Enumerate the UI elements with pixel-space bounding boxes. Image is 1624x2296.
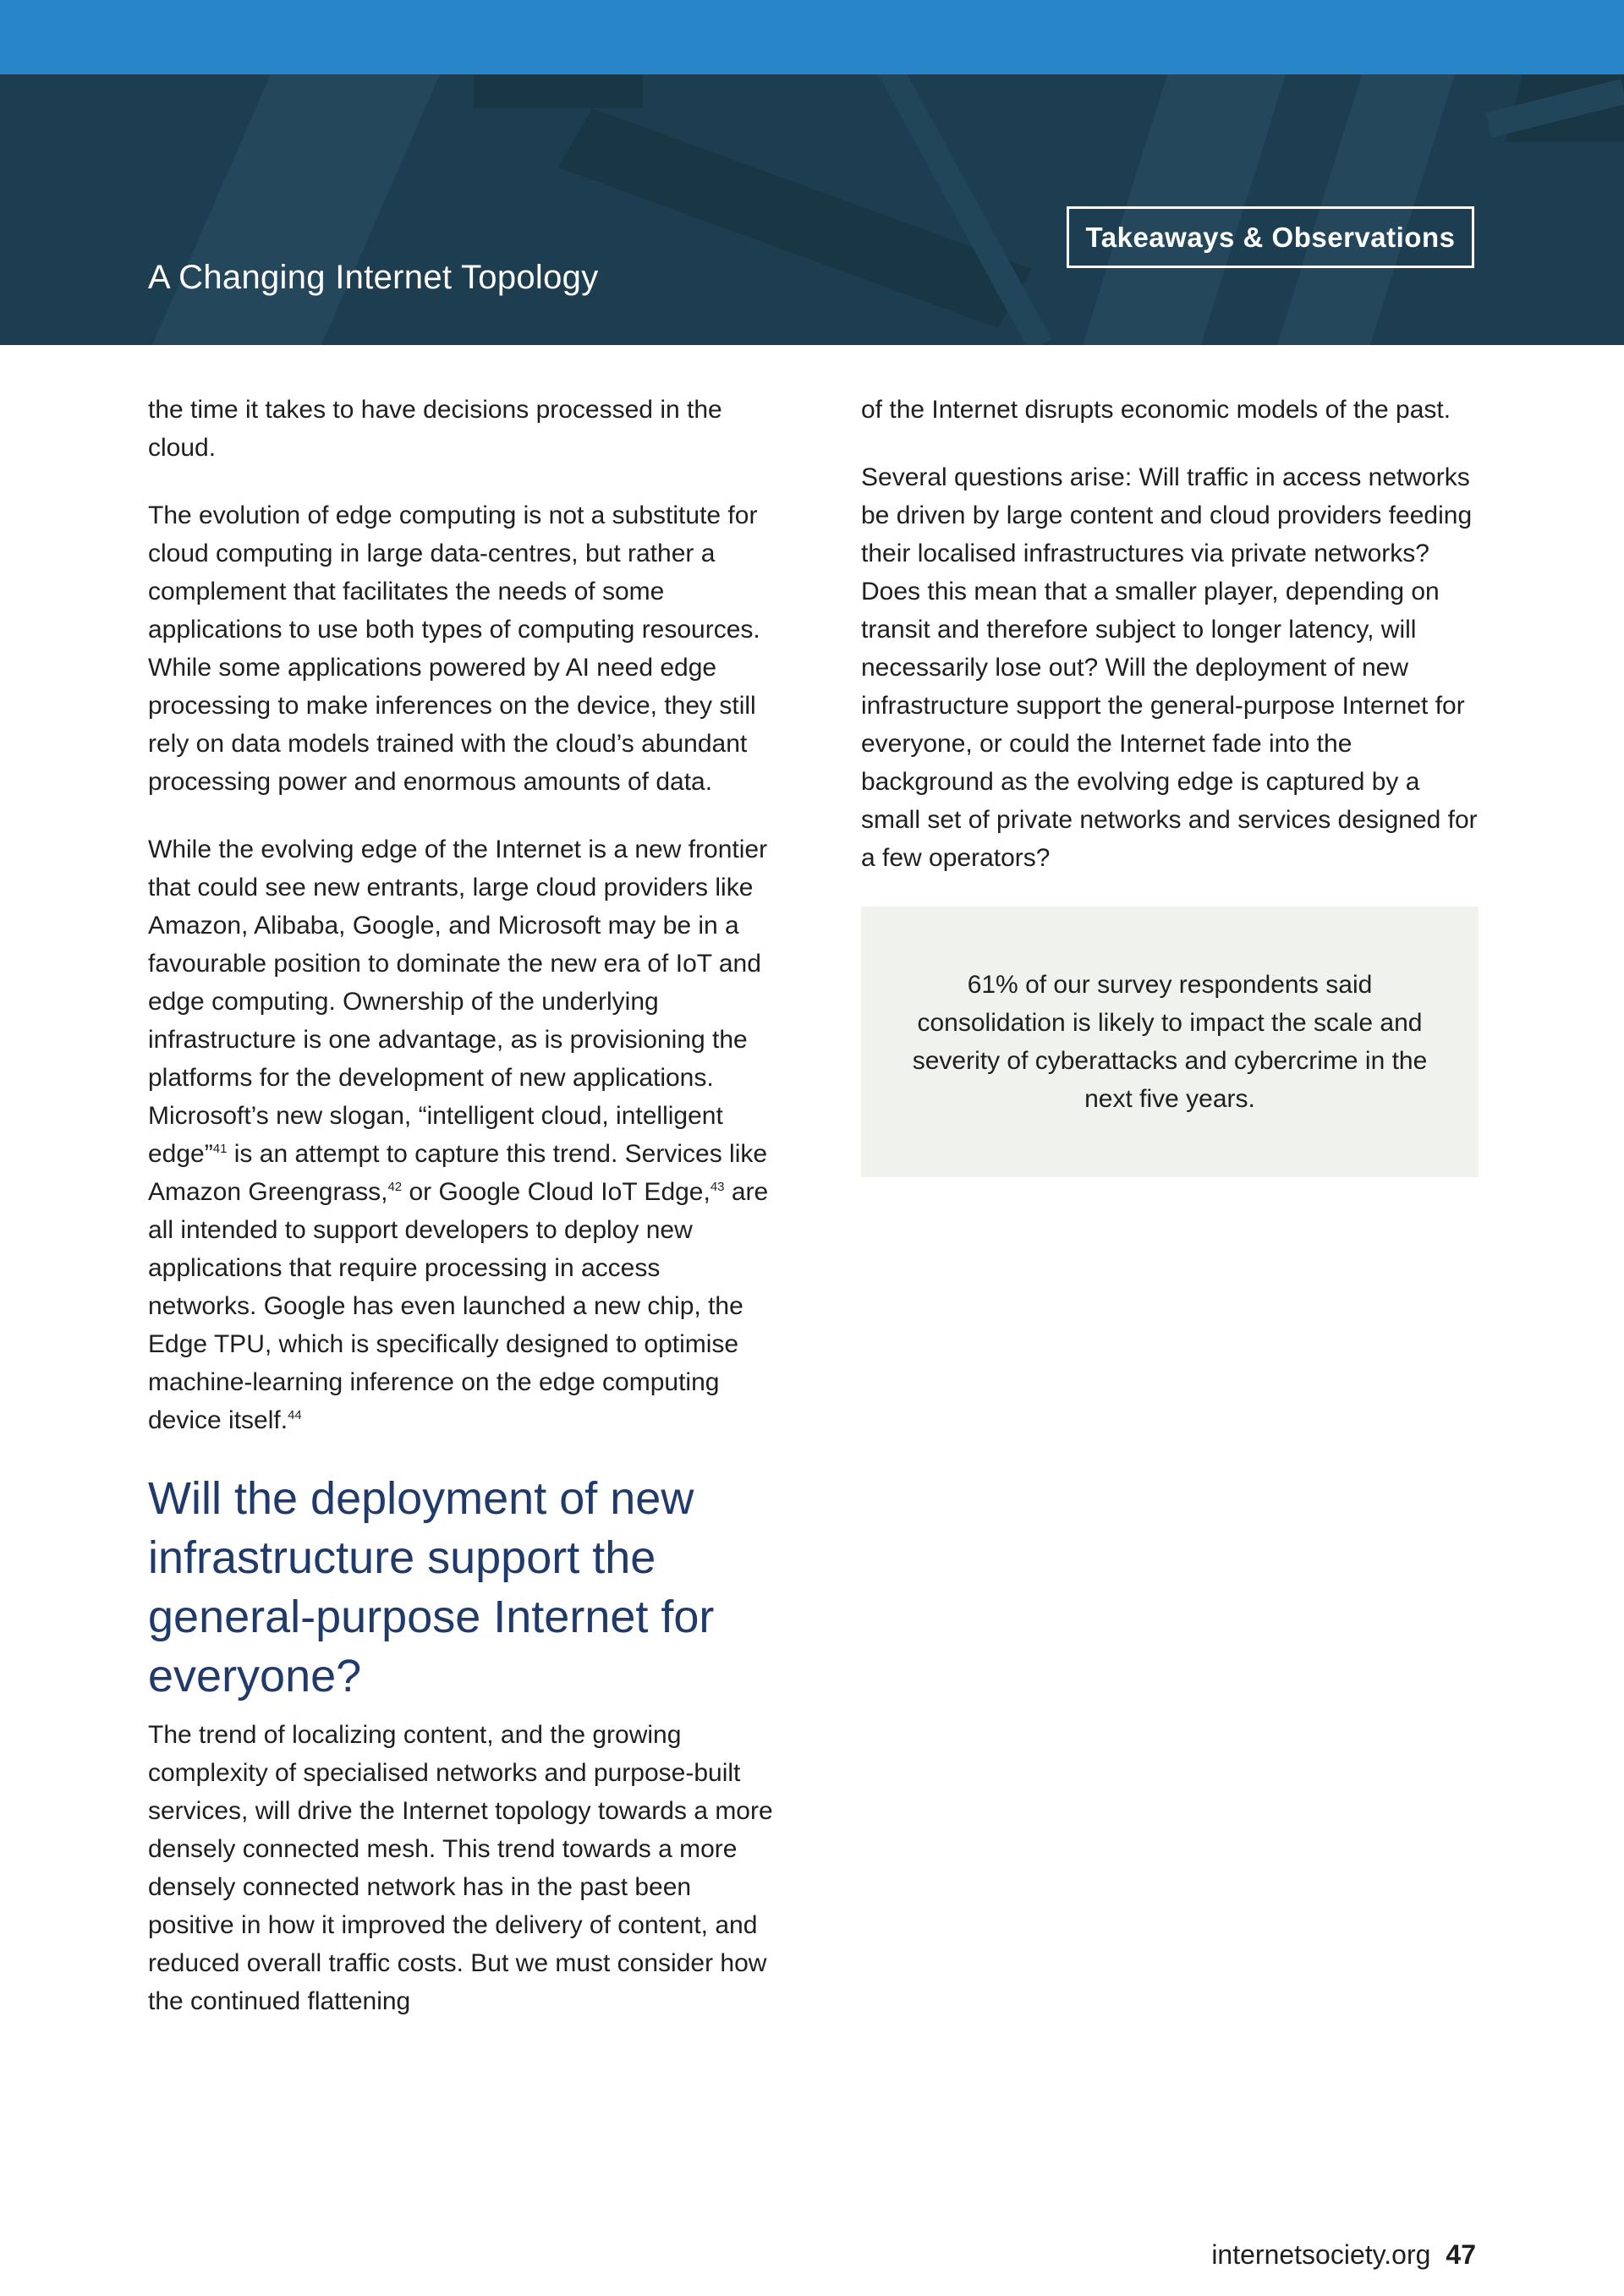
paragraph: Several questions arise: Will traffic in access networks be driven by large content and cloud providers feeding their localised infrastructures via private networks? Does this mean that a smaller player, depending on transit and therefore subject to longer latency, will necessarily lose out? Will the deployment of new infrastructure support the general-purpose Internet for everyone, or could the Internet fade into the background as the evolving edge is captured by a small set of private networks and services designed for a few operators?: [861, 463, 1478, 872]
text-run: or Google Cloud IoT Edge,: [402, 1178, 710, 1206]
paragraph: The trend of localizing content, and the growing complexity of specialised networks and purpose-built services, will drive the Internet topology towards a more densely connected mesh. This trend towards a more densely connected network has in the past been positive in how it improved the delivery of content, and reduced overall traffic costs. But we must consider how the continued flattening: [148, 1721, 773, 2015]
paragraph: [148, 830, 774, 1439]
text-run: are all intended to support developers to deploy new applications that require processing in access networks. Google has even launched a new chip, the Edge TPU, which is specifically designed to optimise machine-learning inference on the edge computing device itself.: [148, 1178, 769, 1434]
text-run: While the evolving edge of the Internet is a new frontier that could see new entrants, large cloud providers like Amazon, Alibaba, Google, and Microsoft may be in a favourable position to dominate the new era of IoT and edge computing. Ownership of the underlying infrastructure is one advantage, as is provisioning the platforms for the development of new applications. Microsoft’s new slogan, “intelligent cloud, intelligent edge”: [148, 836, 768, 1168]
page-number: 47: [1446, 2239, 1476, 2270]
callout-text: 61% of our survey respondents said consolidation is likely to impact the scale and severity of cyberattacks and cybercrime in the next five years.: [912, 971, 1428, 1113]
text-run: is an attempt to capture this trend. Services like Amazon Greengrass,: [148, 1140, 768, 1206]
footer-site: internetsociety.org: [1211, 2239, 1431, 2270]
top-accent-bar: [0, 0, 1624, 74]
footnote-ref-43: 43: [710, 1180, 725, 1194]
paragraph: the time it takes to have decisions processed in the cloud.: [148, 396, 722, 462]
footnote-ref-41: 41: [212, 1142, 228, 1156]
section-title: A Changing Internet Topology: [148, 259, 599, 296]
right-column: [861, 391, 1479, 1177]
header-banner: [0, 74, 1624, 345]
left-column: [148, 391, 774, 2050]
takeaways-tag: Takeaways & Observations: [1067, 206, 1474, 268]
footnote-ref-42: 42: [387, 1180, 403, 1194]
footnote-ref-44: 44: [288, 1408, 302, 1422]
survey-callout-box: [861, 907, 1479, 1177]
paragraph: The evolution of edge computing is not a substitute for cloud computing in large data-centres, but rather a complement that facilitates the needs of some applications to use both types of computing resources. While some applications powered by AI need edge processing to make inferences on the device, they still rely on data models trained with the cloud’s abundant processing power and enormous amounts of data.: [148, 501, 760, 796]
page-footer: [1211, 2239, 1476, 2271]
paragraph: of the Internet disrupts economic models of the past.: [861, 396, 1451, 424]
section-heading: Will the deployment of new infrastructure support the general-purpose Internet for everyone?: [148, 1473, 715, 1701]
